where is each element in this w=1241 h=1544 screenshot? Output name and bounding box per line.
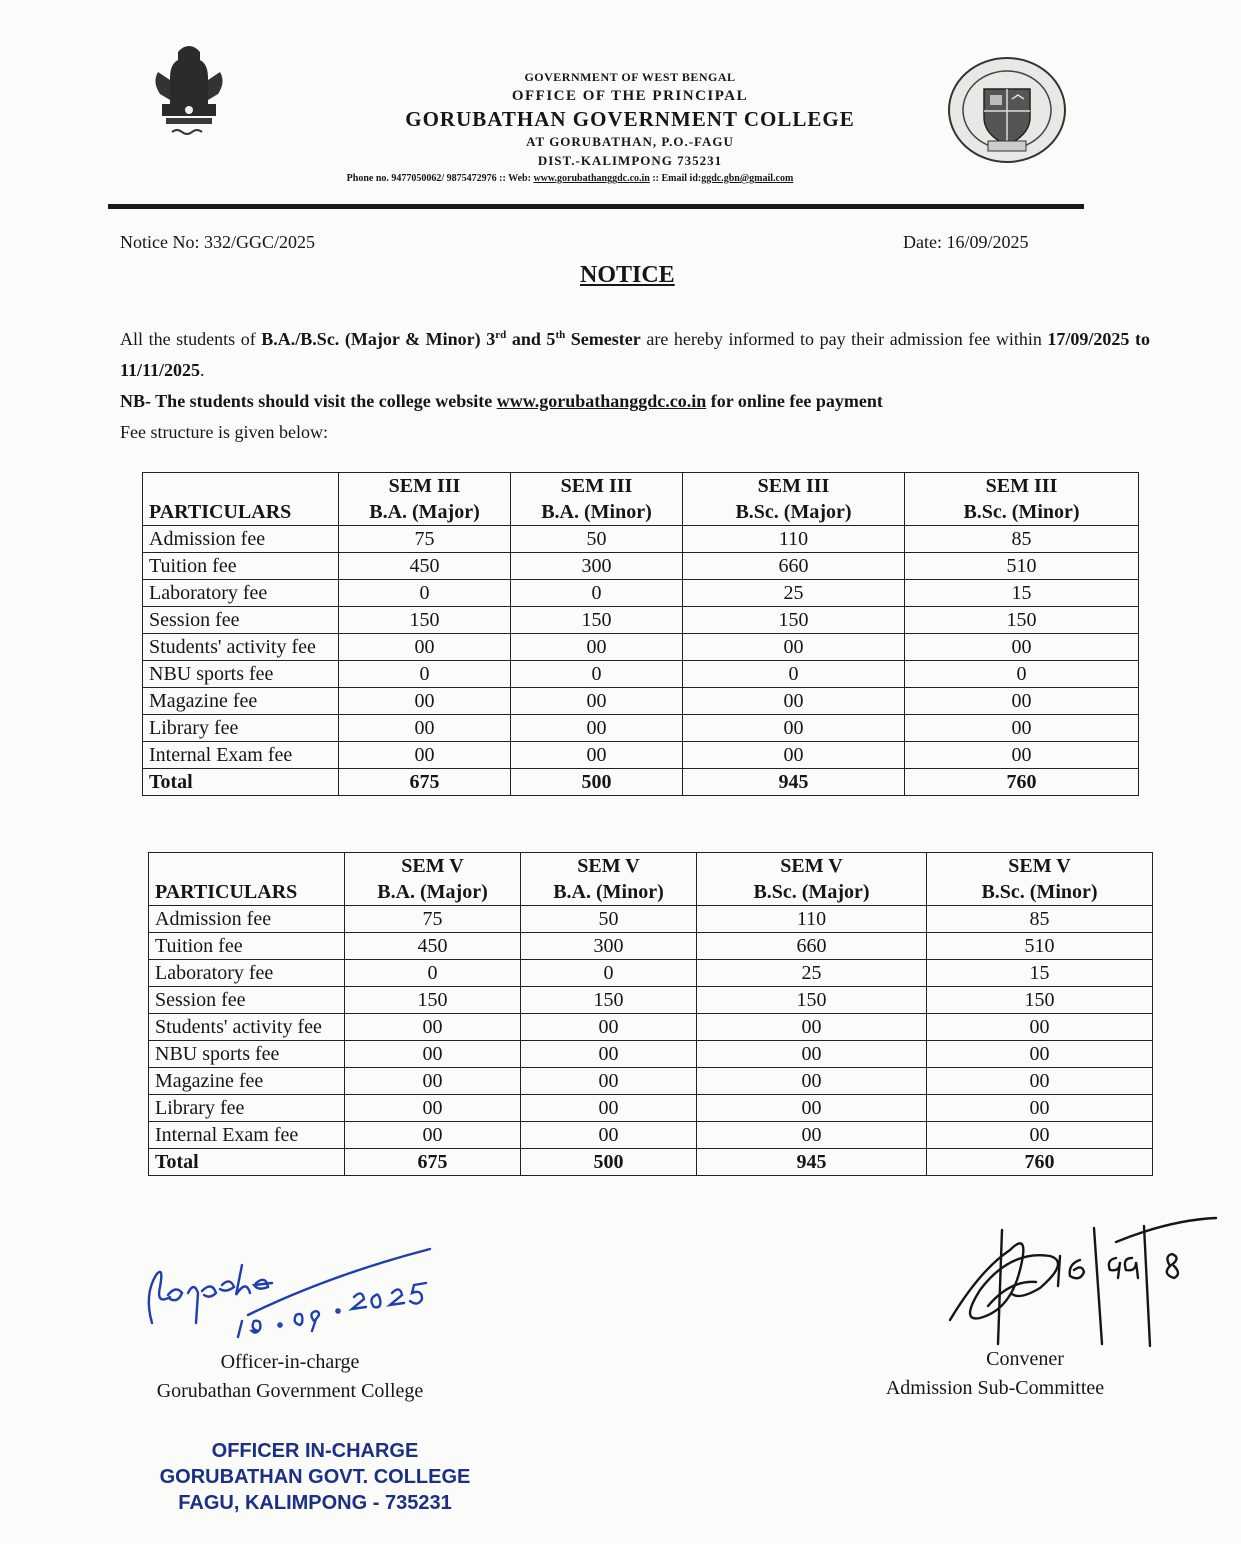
header-address: AT GORUBATHAN, P.O.-FAGU xyxy=(526,134,734,149)
fee-cell: 110 xyxy=(683,526,905,553)
fee-cell: 0 xyxy=(905,661,1139,688)
officer-stamp xyxy=(130,1438,500,1516)
fee-cell: 50 xyxy=(511,526,683,553)
column-header: SEM V B.A. (Major) xyxy=(345,853,521,906)
fee-cell: 510 xyxy=(927,933,1153,960)
table-row xyxy=(143,688,1139,715)
fee-cell: 00 xyxy=(511,715,683,742)
total-row xyxy=(143,769,1139,796)
fee-cell: 00 xyxy=(697,1041,927,1068)
fee-cell: 00 xyxy=(345,1014,521,1041)
fee-cell: 00 xyxy=(683,742,905,769)
row-label: Session fee xyxy=(143,607,339,634)
table-row xyxy=(143,607,1139,634)
table-row xyxy=(149,1122,1153,1149)
fee-cell: 150 xyxy=(345,987,521,1014)
fee-cell: 00 xyxy=(511,688,683,715)
table-row xyxy=(143,634,1139,661)
notice-title: NOTICE xyxy=(580,262,675,288)
row-label: NBU sports fee xyxy=(143,661,339,688)
fee-cell: 00 xyxy=(683,634,905,661)
fee-cell: 00 xyxy=(927,1122,1153,1149)
row-label: Students' activity fee xyxy=(149,1014,345,1041)
header-college-name: GORUBATHAN GOVERNMENT COLLEGE xyxy=(405,107,855,131)
fee-cell: 00 xyxy=(345,1068,521,1095)
fee-cell: 00 xyxy=(345,1095,521,1122)
fee-cell: 00 xyxy=(927,1041,1153,1068)
fee-table-sem5 xyxy=(148,852,1153,1176)
fee-cell: 150 xyxy=(339,607,511,634)
fee-cell: 00 xyxy=(905,715,1139,742)
notice-paragraph: All the students of B.A./B.Sc. (Major & Minor) 3rd and 5th Semester are hereby informed to pay their admission fee within 17/09/2025 to 11/11/2025. xyxy=(120,329,1150,380)
column-header: SEM III B.Sc. (Major) xyxy=(683,473,905,526)
fee-cell: 00 xyxy=(339,688,511,715)
header-district: DIST.-KALIMPONG 735231 xyxy=(537,153,723,168)
fee-cell: 00 xyxy=(905,634,1139,661)
fee-cell: 0 xyxy=(339,580,511,607)
fee-cell: 00 xyxy=(697,1068,927,1095)
header-web-link[interactable]: www.gorubathanggdc.co.in xyxy=(533,173,650,184)
row-label: Magazine fee xyxy=(149,1068,345,1095)
notice-body xyxy=(120,320,1150,448)
fee-cell: 150 xyxy=(697,987,927,1014)
fee-cell: 150 xyxy=(511,607,683,634)
fee-cell: 00 xyxy=(511,742,683,769)
stamp-line-2: GORUBATHAN GOVT. COLLEGE xyxy=(159,1466,471,1488)
fee-cell: 00 xyxy=(697,1095,927,1122)
fee-cell: 00 xyxy=(339,634,511,661)
fee-cell: 00 xyxy=(683,715,905,742)
officer-role: Officer-in-charge xyxy=(220,1351,360,1373)
fee-cell: 150 xyxy=(927,987,1153,1014)
notice-nb: NB- The students should visit the college website www.gorubathanggdc.co.in for online fee payment xyxy=(120,391,883,411)
column-header: SEM V B.Sc. (Major) xyxy=(697,853,927,906)
fee-cell: 25 xyxy=(697,960,927,987)
fee-cell: 00 xyxy=(927,1095,1153,1122)
column-header-particulars: PARTICULARS xyxy=(143,473,339,526)
officer-institution: Gorubathan Government College xyxy=(156,1380,424,1402)
fee-cell: 150 xyxy=(521,987,697,1014)
table-row xyxy=(143,742,1139,769)
table-row xyxy=(149,1014,1153,1041)
row-label: Admission fee xyxy=(149,906,345,933)
fee-cell: 150 xyxy=(905,607,1139,634)
fee-cell: 500 xyxy=(511,769,683,796)
fee-cell: 760 xyxy=(905,769,1139,796)
row-label: NBU sports fee xyxy=(149,1041,345,1068)
row-label: Admission fee xyxy=(143,526,339,553)
row-label: Total xyxy=(143,769,339,796)
convener-role: Convener xyxy=(986,1348,1064,1370)
fee-cell: 660 xyxy=(697,933,927,960)
table-row xyxy=(143,526,1139,553)
fee-cell: 300 xyxy=(521,933,697,960)
officer-signature xyxy=(130,1235,450,1345)
fee-cell: 00 xyxy=(521,1014,697,1041)
table-row xyxy=(143,715,1139,742)
table-row xyxy=(143,553,1139,580)
column-header: SEM III B.A. (Major) xyxy=(339,473,511,526)
fee-cell: 00 xyxy=(905,742,1139,769)
college-website-link[interactable]: www.gorubathanggdc.co.in xyxy=(496,391,707,411)
column-header: SEM III B.A. (Minor) xyxy=(511,473,683,526)
row-label: Library fee xyxy=(149,1095,345,1122)
fee-cell: 0 xyxy=(683,661,905,688)
fee-cell: 945 xyxy=(697,1149,927,1176)
row-label: Tuition fee xyxy=(149,933,345,960)
fee-cell: 75 xyxy=(345,906,521,933)
total-row xyxy=(149,1149,1153,1176)
fee-cell: 85 xyxy=(905,526,1139,553)
fee-cell: 75 xyxy=(339,526,511,553)
fee-cell: 15 xyxy=(927,960,1153,987)
fee-cell: 00 xyxy=(905,688,1139,715)
fee-cell: 00 xyxy=(511,634,683,661)
fee-cell: 00 xyxy=(521,1068,697,1095)
fee-cell: 0 xyxy=(345,960,521,987)
stamp-line-3: FAGU, KALIMPONG - 735231 xyxy=(178,1492,452,1514)
header-government: GOVERNMENT OF WEST BENGAL xyxy=(524,70,736,84)
fee-cell: 00 xyxy=(697,1014,927,1041)
fee-cell: 00 xyxy=(683,688,905,715)
fee-structure-intro: Fee structure is given below: xyxy=(120,422,328,442)
row-label: Laboratory fee xyxy=(149,960,345,987)
header-email[interactable]: ggdc.gbn@gmail.com xyxy=(701,173,794,184)
table-row xyxy=(143,580,1139,607)
fee-cell: 450 xyxy=(345,933,521,960)
fee-cell: 675 xyxy=(339,769,511,796)
fee-cell: 25 xyxy=(683,580,905,607)
table-row xyxy=(149,933,1153,960)
fee-cell: 510 xyxy=(905,553,1139,580)
fee-cell: 00 xyxy=(521,1041,697,1068)
fee-cell: 00 xyxy=(339,715,511,742)
table-row xyxy=(149,1041,1153,1068)
header-email-label: :: Email id: xyxy=(652,173,702,184)
row-label: Internal Exam fee xyxy=(149,1122,345,1149)
fee-cell: 00 xyxy=(927,1014,1153,1041)
column-header: SEM V B.Sc. (Minor) xyxy=(927,853,1153,906)
row-label: Session fee xyxy=(149,987,345,1014)
fee-cell: 0 xyxy=(511,661,683,688)
column-header: SEM III B.Sc. (Minor) xyxy=(905,473,1139,526)
table-row xyxy=(149,906,1153,933)
notice-date: Date: 16/09/2025 xyxy=(903,232,1029,252)
fee-cell: 00 xyxy=(521,1095,697,1122)
fee-cell: 450 xyxy=(339,553,511,580)
fee-cell: 150 xyxy=(683,607,905,634)
header-divider xyxy=(108,204,1084,209)
row-label: Total xyxy=(149,1149,345,1176)
row-label: Magazine fee xyxy=(143,688,339,715)
fee-cell: 85 xyxy=(927,906,1153,933)
table-row xyxy=(149,987,1153,1014)
fee-cell: 300 xyxy=(511,553,683,580)
notice-number: Notice No: 332/GGC/2025 xyxy=(120,232,315,252)
row-label: Laboratory fee xyxy=(143,580,339,607)
table-row xyxy=(143,661,1139,688)
convener-signature xyxy=(940,1210,1220,1350)
table-row xyxy=(149,1068,1153,1095)
fee-cell: 0 xyxy=(339,661,511,688)
header-office: OFFICE OF THE PRINCIPAL xyxy=(511,88,749,104)
fee-cell: 00 xyxy=(521,1122,697,1149)
header-contact xyxy=(140,173,1000,184)
fee-cell: 675 xyxy=(345,1149,521,1176)
table-row xyxy=(149,960,1153,987)
fee-cell: 50 xyxy=(521,906,697,933)
fee-cell: 110 xyxy=(697,906,927,933)
fee-cell: 945 xyxy=(683,769,905,796)
fee-table-sem3 xyxy=(142,472,1139,796)
stamp-line-1: OFFICER IN-CHARGE xyxy=(211,1440,419,1462)
fee-cell: 500 xyxy=(521,1149,697,1176)
fee-cell: 00 xyxy=(927,1068,1153,1095)
fee-cell: 0 xyxy=(511,580,683,607)
fee-cell: 760 xyxy=(927,1149,1153,1176)
table-row xyxy=(149,1095,1153,1122)
header-phone: Phone no. 9477050062/ 9875472976 :: Web: xyxy=(346,173,534,184)
convener-committee: Admission Sub-Committee xyxy=(885,1377,1105,1399)
row-label: Students' activity fee xyxy=(143,634,339,661)
fee-cell: 00 xyxy=(339,742,511,769)
fee-cell: 15 xyxy=(905,580,1139,607)
fee-cell: 00 xyxy=(345,1122,521,1149)
fee-cell: 00 xyxy=(345,1041,521,1068)
column-header: SEM V B.A. (Minor) xyxy=(521,853,697,906)
fee-cell: 00 xyxy=(697,1122,927,1149)
row-label: Library fee xyxy=(143,715,339,742)
fee-cell: 0 xyxy=(521,960,697,987)
column-header-particulars: PARTICULARS xyxy=(149,853,345,906)
row-label: Internal Exam fee xyxy=(143,742,339,769)
row-label: Tuition fee xyxy=(143,553,339,580)
fee-cell: 660 xyxy=(683,553,905,580)
